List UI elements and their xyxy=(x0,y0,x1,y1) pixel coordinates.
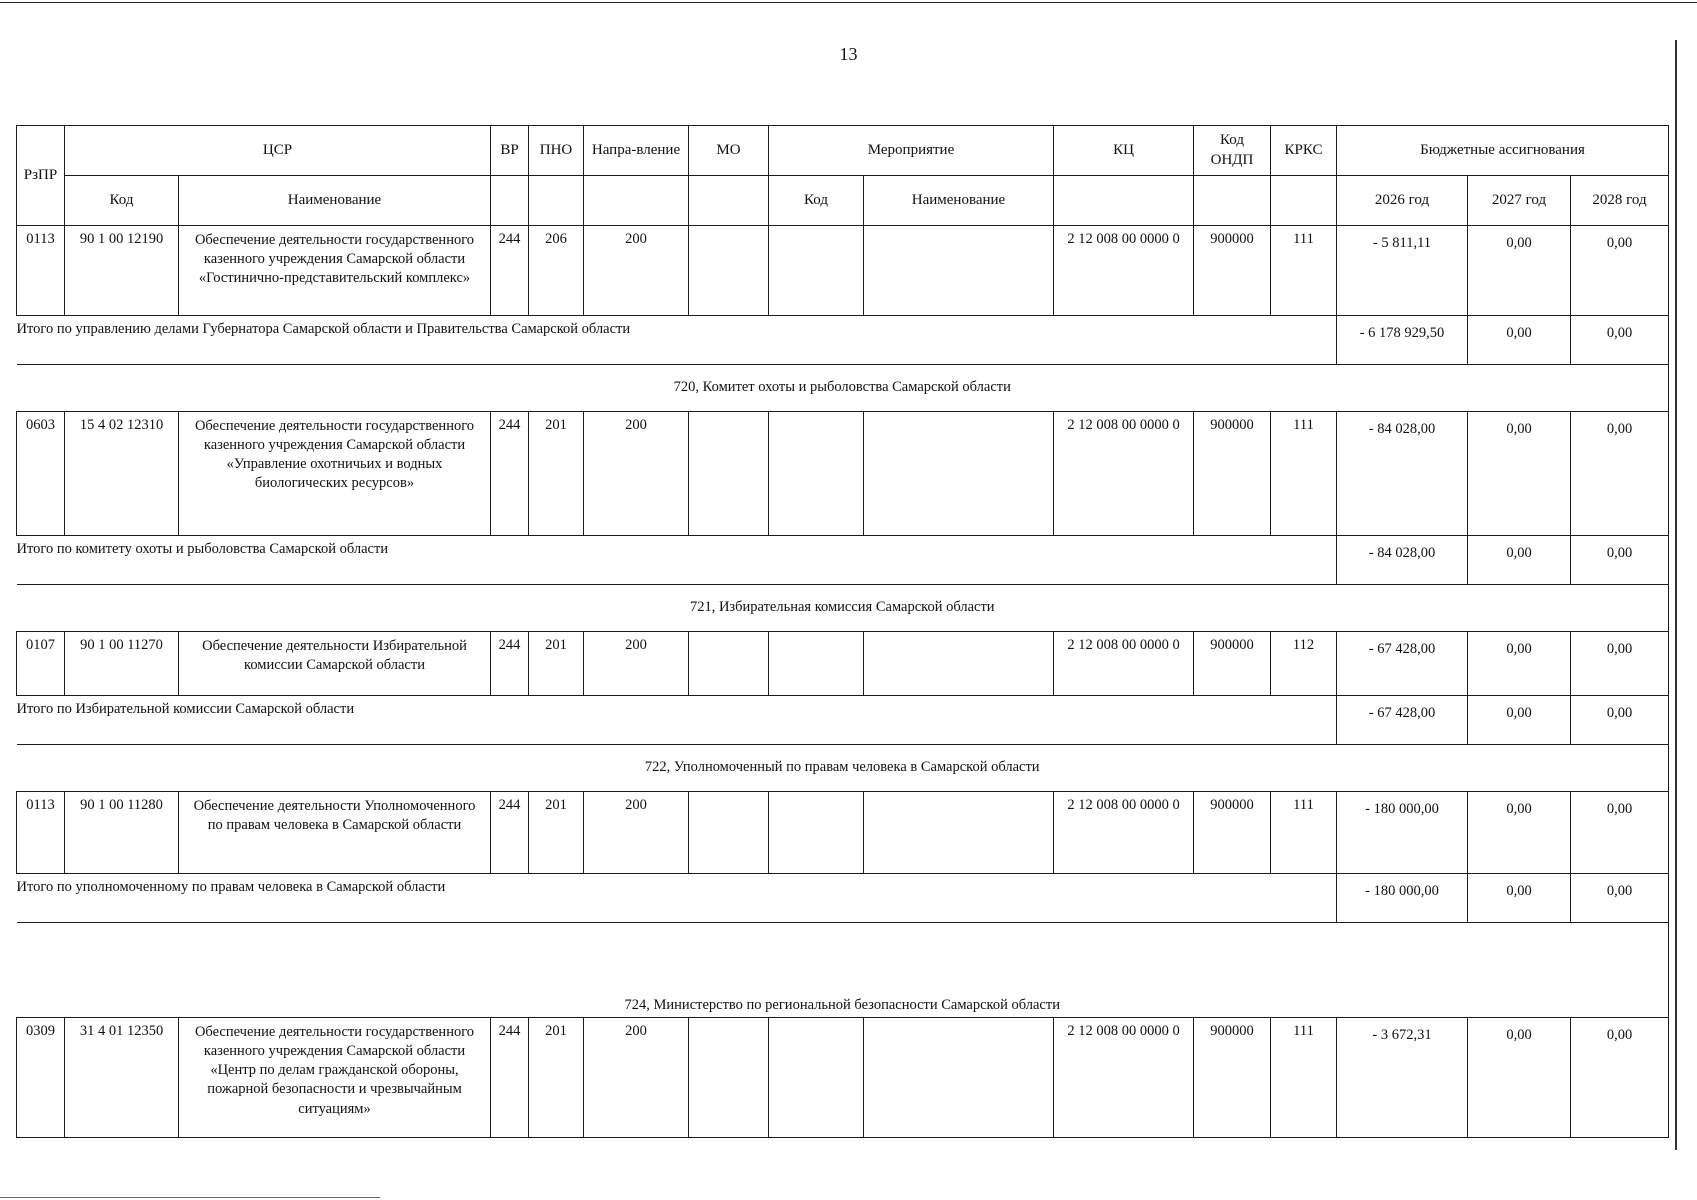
cell-2027: 0,00 xyxy=(1468,632,1571,696)
cell-2026: - 67 428,00 xyxy=(1337,632,1468,696)
col-event-name: Наименование xyxy=(864,176,1054,226)
cell-direction: 200 xyxy=(584,1018,689,1138)
total-2028: 0,00 xyxy=(1571,696,1669,745)
section-title: 724, Министерство по региональной безопасности Самарской области xyxy=(17,923,1669,1018)
cell-rzpr: 0113 xyxy=(17,792,65,874)
col-2028: 2028 год xyxy=(1571,176,1669,226)
cell-csr-name: Обеспечение деятельности Уполномоченного по правам человека в Самарской области xyxy=(179,792,491,874)
cell-rzpr: 0107 xyxy=(17,632,65,696)
col-mo: МО xyxy=(689,126,769,176)
cell-2027: 0,00 xyxy=(1468,792,1571,874)
cell-ondp: 900000 xyxy=(1194,792,1271,874)
section-title: 720, Комитет охоты и рыболовства Самарской области xyxy=(17,365,1669,412)
cell-mo xyxy=(689,226,769,316)
total-label: Итого по Избирательной комиссии Самарской области xyxy=(17,696,1337,745)
cell-vr: 244 xyxy=(491,226,529,316)
col-krks: КРКС xyxy=(1271,126,1337,176)
total-label: Итого по комитету охоты и рыболовства Самарской области xyxy=(17,536,1337,585)
page-number: 13 xyxy=(839,44,858,64)
cell-2028: 0,00 xyxy=(1571,632,1669,696)
cell-csr-name: Обеспечение деятельности Избирательной комиссии Самарской области xyxy=(179,632,491,696)
cell-csr-name: Обеспечение деятельности государственного казенного учреждения Самарской области «Гостинично-представительский комплекс» xyxy=(179,226,491,316)
total-2028: 0,00 xyxy=(1571,316,1669,365)
col-event: Мероприятие xyxy=(769,126,1054,176)
total-row xyxy=(17,316,1669,365)
col-csr-name: Наименование xyxy=(179,176,491,226)
scan-top-border xyxy=(0,2,1697,3)
cell-event-name xyxy=(864,632,1054,696)
col-2026: 2026 год xyxy=(1337,176,1468,226)
header-row-2 xyxy=(17,176,1669,226)
cell-pno: 201 xyxy=(529,1018,584,1138)
col-csr: ЦСР xyxy=(65,126,491,176)
cell-pno: 206 xyxy=(529,226,584,316)
cell-event-name xyxy=(864,226,1054,316)
section-row xyxy=(17,585,1669,632)
cell-event-code xyxy=(769,1018,864,1138)
cell-mo xyxy=(689,412,769,536)
cell-event-code xyxy=(769,792,864,874)
cell-rzpr: 0309 xyxy=(17,1018,65,1138)
cell-event-name xyxy=(864,412,1054,536)
cell-2028: 0,00 xyxy=(1571,792,1669,874)
cell-csr-code: 15 4 02 12310 xyxy=(65,412,179,536)
total-2026: - 180 000,00 xyxy=(1337,874,1468,923)
cell-vr: 244 xyxy=(491,632,529,696)
cell-rzpr: 0113 xyxy=(17,226,65,316)
total-2027: 0,00 xyxy=(1468,316,1571,365)
cell-event-name xyxy=(864,1018,1054,1138)
cell-krks: 112 xyxy=(1271,632,1337,696)
cell-csr-name: Обеспечение деятельности государственного казенного учреждения Самарской области «Управление охотничьих и водных биологических ресурсов» xyxy=(179,412,491,536)
cell-ondp: 900000 xyxy=(1194,632,1271,696)
total-row xyxy=(17,874,1669,923)
col-kc: КЦ xyxy=(1054,126,1194,176)
cell-event-code xyxy=(769,412,864,536)
cell-kc: 2 12 008 00 0000 0 xyxy=(1054,226,1194,316)
cell-2028: 0,00 xyxy=(1571,226,1669,316)
total-2027: 0,00 xyxy=(1468,874,1571,923)
total-2027: 0,00 xyxy=(1468,696,1571,745)
cell-krks: 111 xyxy=(1271,792,1337,874)
section-title: 722, Уполномоченный по правам человека в Самарской области xyxy=(17,745,1669,792)
cell-csr-code: 90 1 00 12190 xyxy=(65,226,179,316)
cell-ondp: 900000 xyxy=(1194,226,1271,316)
cell-csr-code: 90 1 00 11280 xyxy=(65,792,179,874)
cell-csr-code: 31 4 01 12350 xyxy=(65,1018,179,1138)
cell-ondp: 900000 xyxy=(1194,1018,1271,1138)
total-row xyxy=(17,536,1669,585)
col-budget: Бюджетные ассигнования xyxy=(1337,126,1669,176)
col-rzpr: РзПР xyxy=(17,126,65,226)
cell-2028: 0,00 xyxy=(1571,1018,1669,1138)
total-2027: 0,00 xyxy=(1468,536,1571,585)
cell-vr: 244 xyxy=(491,412,529,536)
cell-direction: 200 xyxy=(584,412,689,536)
col-csr-code: Код xyxy=(65,176,179,226)
total-label: Итого по уполномоченному по правам человека в Самарской области xyxy=(17,874,1337,923)
cell-krks: 111 xyxy=(1271,226,1337,316)
total-2028: 0,00 xyxy=(1571,536,1669,585)
cell-2027: 0,00 xyxy=(1468,1018,1571,1138)
cell-event-name xyxy=(864,792,1054,874)
cell-kc: 2 12 008 00 0000 0 xyxy=(1054,792,1194,874)
col-event-code: Код xyxy=(769,176,864,226)
header-row-1 xyxy=(17,126,1669,176)
cell-pno: 201 xyxy=(529,632,584,696)
cell-2026: - 5 811,11 xyxy=(1337,226,1468,316)
cell-vr: 244 xyxy=(491,792,529,874)
section-row xyxy=(17,923,1669,1018)
cell-2026: - 3 672,31 xyxy=(1337,1018,1468,1138)
cell-2028: 0,00 xyxy=(1571,412,1669,536)
table-row xyxy=(17,226,1669,316)
section-title: 721, Избирательная комиссия Самарской области xyxy=(17,585,1669,632)
total-label: Итого по управлению делами Губернатора Самарской области и Правительства Самарской области xyxy=(17,316,1337,365)
table-row xyxy=(17,412,1669,536)
cell-2027: 0,00 xyxy=(1468,226,1571,316)
total-2028: 0,00 xyxy=(1571,874,1669,923)
cell-direction: 200 xyxy=(584,792,689,874)
col-pno: ПНО xyxy=(529,126,584,176)
cell-vr: 244 xyxy=(491,1018,529,1138)
total-row xyxy=(17,696,1669,745)
cell-2026: - 84 028,00 xyxy=(1337,412,1468,536)
cell-krks: 111 xyxy=(1271,1018,1337,1138)
table-row xyxy=(17,632,1669,696)
cell-ondp: 900000 xyxy=(1194,412,1271,536)
section-row xyxy=(17,365,1669,412)
cell-pno: 201 xyxy=(529,792,584,874)
cell-2027: 0,00 xyxy=(1468,412,1571,536)
section-row xyxy=(17,745,1669,792)
cell-2026: - 180 000,00 xyxy=(1337,792,1468,874)
cell-csr-code: 90 1 00 11270 xyxy=(65,632,179,696)
cell-kc: 2 12 008 00 0000 0 xyxy=(1054,412,1194,536)
cell-kc: 2 12 008 00 0000 0 xyxy=(1054,1018,1194,1138)
total-2026: - 6 178 929,50 xyxy=(1337,316,1468,365)
cell-direction: 200 xyxy=(584,226,689,316)
table-row xyxy=(17,1018,1669,1138)
col-ondp: Код ОНДП xyxy=(1194,126,1271,176)
cell-rzpr: 0603 xyxy=(17,412,65,536)
cell-mo xyxy=(689,1018,769,1138)
cell-krks: 111 xyxy=(1271,412,1337,536)
cell-csr-name: Обеспечение деятельности государственного казенного учреждения Самарской области «Центр по делам гражданской обороны, пожарной безопасности и чрезвычайным ситуациям» xyxy=(179,1018,491,1138)
col-2027: 2027 год xyxy=(1468,176,1571,226)
table-row xyxy=(17,792,1669,874)
col-direction: Напра-вление xyxy=(584,126,689,176)
cell-kc: 2 12 008 00 0000 0 xyxy=(1054,632,1194,696)
cell-event-code xyxy=(769,226,864,316)
cell-mo xyxy=(689,792,769,874)
total-2026: - 84 028,00 xyxy=(1337,536,1468,585)
scan-right-edge xyxy=(1675,40,1677,1150)
scan-bottom-mark xyxy=(0,1197,380,1198)
cell-event-code xyxy=(769,632,864,696)
budget-table xyxy=(16,125,1669,1138)
total-2026: - 67 428,00 xyxy=(1337,696,1468,745)
cell-pno: 201 xyxy=(529,412,584,536)
col-vr: ВР xyxy=(491,126,529,176)
cell-direction: 200 xyxy=(584,632,689,696)
cell-mo xyxy=(689,632,769,696)
